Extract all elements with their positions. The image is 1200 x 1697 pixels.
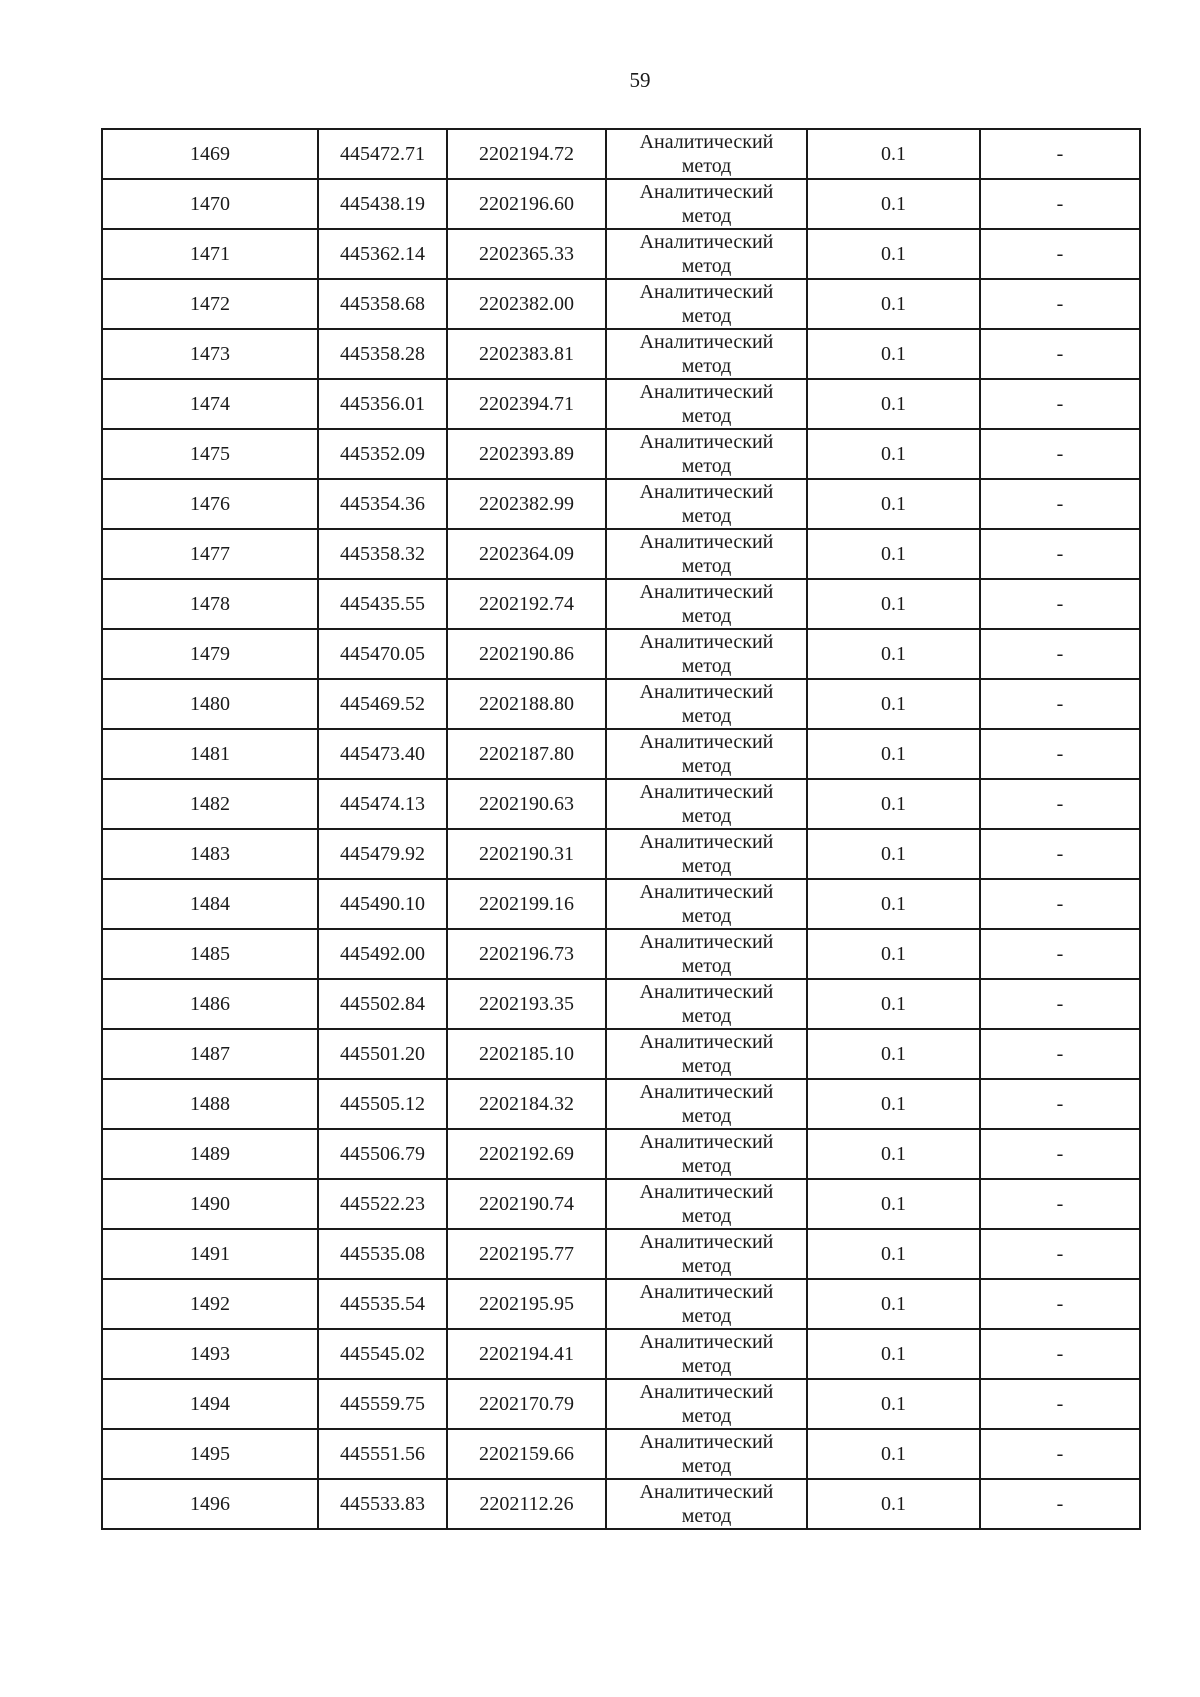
note-cell: - bbox=[980, 679, 1140, 729]
accuracy-cell: 0.1 bbox=[807, 1279, 980, 1329]
note-cell: - bbox=[980, 1479, 1140, 1529]
accuracy-cell: 0.1 bbox=[807, 1379, 980, 1429]
x-coordinate-cell: 445505.12 bbox=[318, 1079, 447, 1129]
table-row bbox=[102, 1129, 1140, 1179]
method-label-line1: Аналитический bbox=[639, 1031, 774, 1053]
point-number-cell: 1484 bbox=[102, 879, 318, 929]
x-coordinate-cell: 445356.01 bbox=[318, 379, 447, 429]
point-number-cell: 1477 bbox=[102, 529, 318, 579]
accuracy-cell: 0.1 bbox=[807, 129, 980, 179]
method-label-line1: Аналитический bbox=[639, 1181, 774, 1203]
point-number-cell: 1491 bbox=[102, 1229, 318, 1279]
method-cell bbox=[606, 829, 807, 879]
accuracy-cell: 0.1 bbox=[807, 279, 980, 329]
y-coordinate-cell: 2202193.35 bbox=[447, 979, 606, 1029]
y-coordinate-cell: 2202194.41 bbox=[447, 1329, 606, 1379]
method-label-line2: метод bbox=[681, 155, 732, 177]
method-label-line2: метод bbox=[681, 1355, 732, 1377]
note-cell: - bbox=[980, 379, 1140, 429]
method-label-line1: Аналитический bbox=[639, 1131, 774, 1153]
y-coordinate-cell: 2202394.71 bbox=[447, 379, 606, 429]
table-row bbox=[102, 729, 1140, 779]
table-row bbox=[102, 1429, 1140, 1479]
method-label-line1: Аналитический bbox=[639, 731, 774, 753]
x-coordinate-cell: 445492.00 bbox=[318, 929, 447, 979]
method-cell bbox=[606, 629, 807, 679]
point-number-cell: 1475 bbox=[102, 429, 318, 479]
y-coordinate-cell: 2202199.16 bbox=[447, 879, 606, 929]
point-number-cell: 1471 bbox=[102, 229, 318, 279]
method-cell bbox=[606, 179, 807, 229]
coordinates-table-body bbox=[102, 129, 1140, 1529]
method-cell bbox=[606, 1029, 807, 1079]
y-coordinate-cell: 2202196.73 bbox=[447, 929, 606, 979]
point-number-cell: 1473 bbox=[102, 329, 318, 379]
method-cell bbox=[606, 729, 807, 779]
method-cell bbox=[606, 429, 807, 479]
accuracy-cell: 0.1 bbox=[807, 179, 980, 229]
method-label-line2: метод bbox=[681, 1255, 732, 1277]
table-row bbox=[102, 129, 1140, 179]
y-coordinate-cell: 2202195.95 bbox=[447, 1279, 606, 1329]
method-cell bbox=[606, 229, 807, 279]
accuracy-cell: 0.1 bbox=[807, 979, 980, 1029]
table-row bbox=[102, 1279, 1140, 1329]
method-label-line1: Аналитический bbox=[639, 631, 774, 653]
method-label-line2: метод bbox=[681, 1455, 732, 1477]
method-label-line2: метод bbox=[681, 855, 732, 877]
method-label-line2: метод bbox=[681, 205, 732, 227]
x-coordinate-cell: 445490.10 bbox=[318, 879, 447, 929]
x-coordinate-cell: 445559.75 bbox=[318, 1379, 447, 1429]
page-number: 59 bbox=[629, 68, 651, 92]
point-number-cell: 1481 bbox=[102, 729, 318, 779]
accuracy-cell: 0.1 bbox=[807, 229, 980, 279]
method-cell bbox=[606, 529, 807, 579]
method-label-line2: метод bbox=[681, 655, 732, 677]
accuracy-cell: 0.1 bbox=[807, 779, 980, 829]
method-label-line1: Аналитический bbox=[639, 181, 774, 203]
y-coordinate-cell: 2202187.80 bbox=[447, 729, 606, 779]
method-cell bbox=[606, 1229, 807, 1279]
point-number-cell: 1483 bbox=[102, 829, 318, 879]
x-coordinate-cell: 445469.52 bbox=[318, 679, 447, 729]
accuracy-cell: 0.1 bbox=[807, 329, 980, 379]
accuracy-cell: 0.1 bbox=[807, 1079, 980, 1129]
method-label-line2: метод bbox=[681, 605, 732, 627]
x-coordinate-cell: 445473.40 bbox=[318, 729, 447, 779]
note-cell: - bbox=[980, 1429, 1140, 1479]
table-row bbox=[102, 179, 1140, 229]
note-cell: - bbox=[980, 1179, 1140, 1229]
method-label-line2: метод bbox=[681, 1005, 732, 1027]
method-cell bbox=[606, 979, 807, 1029]
method-label-line1: Аналитический bbox=[639, 1431, 774, 1453]
method-label-line2: метод bbox=[681, 705, 732, 727]
x-coordinate-cell: 445358.28 bbox=[318, 329, 447, 379]
point-number-cell: 1492 bbox=[102, 1279, 318, 1329]
accuracy-cell: 0.1 bbox=[807, 379, 980, 429]
accuracy-cell: 0.1 bbox=[807, 879, 980, 929]
method-cell bbox=[606, 779, 807, 829]
method-label-line2: метод bbox=[681, 955, 732, 977]
method-label-line1: Аналитический bbox=[639, 681, 774, 703]
note-cell: - bbox=[980, 1279, 1140, 1329]
x-coordinate-cell: 445522.23 bbox=[318, 1179, 447, 1229]
y-coordinate-cell: 2202184.32 bbox=[447, 1079, 606, 1129]
accuracy-cell: 0.1 bbox=[807, 1129, 980, 1179]
x-coordinate-cell: 445506.79 bbox=[318, 1129, 447, 1179]
y-coordinate-cell: 2202382.99 bbox=[447, 479, 606, 529]
method-label-line1: Аналитический bbox=[639, 231, 774, 253]
method-label-line2: метод bbox=[681, 1055, 732, 1077]
x-coordinate-cell: 445358.32 bbox=[318, 529, 447, 579]
x-coordinate-cell: 445354.36 bbox=[318, 479, 447, 529]
method-cell bbox=[606, 1079, 807, 1129]
point-number-cell: 1472 bbox=[102, 279, 318, 329]
method-label-line1: Аналитический bbox=[639, 1381, 774, 1403]
method-label-line2: метод bbox=[681, 505, 732, 527]
x-coordinate-cell: 445533.83 bbox=[318, 1479, 447, 1529]
accuracy-cell: 0.1 bbox=[807, 1329, 980, 1379]
method-cell bbox=[606, 479, 807, 529]
table-row bbox=[102, 929, 1140, 979]
point-number-cell: 1485 bbox=[102, 929, 318, 979]
point-number-cell: 1487 bbox=[102, 1029, 318, 1079]
table-row bbox=[102, 629, 1140, 679]
accuracy-cell: 0.1 bbox=[807, 1479, 980, 1529]
y-coordinate-cell: 2202170.79 bbox=[447, 1379, 606, 1429]
method-label-line1: Аналитический bbox=[639, 281, 774, 303]
table-row bbox=[102, 1379, 1140, 1429]
y-coordinate-cell: 2202192.69 bbox=[447, 1129, 606, 1179]
y-coordinate-cell: 2202159.66 bbox=[447, 1429, 606, 1479]
accuracy-cell: 0.1 bbox=[807, 579, 980, 629]
method-label-line2: метод bbox=[681, 305, 732, 327]
y-coordinate-cell: 2202190.86 bbox=[447, 629, 606, 679]
table-row bbox=[102, 1229, 1140, 1279]
y-coordinate-cell: 2202190.63 bbox=[447, 779, 606, 829]
accuracy-cell: 0.1 bbox=[807, 1229, 980, 1279]
point-number-cell: 1486 bbox=[102, 979, 318, 1029]
y-coordinate-cell: 2202194.72 bbox=[447, 129, 606, 179]
table-row bbox=[102, 479, 1140, 529]
y-coordinate-cell: 2202196.60 bbox=[447, 179, 606, 229]
method-cell bbox=[606, 1279, 807, 1329]
y-coordinate-cell: 2202195.77 bbox=[447, 1229, 606, 1279]
y-coordinate-cell: 2202382.00 bbox=[447, 279, 606, 329]
method-label-line2: метод bbox=[681, 255, 732, 277]
method-label-line1: Аналитический bbox=[639, 1481, 774, 1503]
accuracy-cell: 0.1 bbox=[807, 1429, 980, 1479]
method-cell bbox=[606, 279, 807, 329]
note-cell: - bbox=[980, 129, 1140, 179]
method-label-line2: метод bbox=[681, 1505, 732, 1527]
point-number-cell: 1478 bbox=[102, 579, 318, 629]
method-cell bbox=[606, 1429, 807, 1479]
y-coordinate-cell: 2202192.74 bbox=[447, 579, 606, 629]
table-row bbox=[102, 1179, 1140, 1229]
note-cell: - bbox=[980, 1329, 1140, 1379]
x-coordinate-cell: 445535.08 bbox=[318, 1229, 447, 1279]
note-cell: - bbox=[980, 729, 1140, 779]
y-coordinate-cell: 2202190.31 bbox=[447, 829, 606, 879]
point-number-cell: 1490 bbox=[102, 1179, 318, 1229]
y-coordinate-cell: 2202393.89 bbox=[447, 429, 606, 479]
note-cell: - bbox=[980, 579, 1140, 629]
note-cell: - bbox=[980, 929, 1140, 979]
table-row bbox=[102, 379, 1140, 429]
method-label-line2: метод bbox=[681, 1205, 732, 1227]
method-label-line1: Аналитический bbox=[639, 331, 774, 353]
y-coordinate-cell: 2202365.33 bbox=[447, 229, 606, 279]
y-coordinate-cell: 2202188.80 bbox=[447, 679, 606, 729]
x-coordinate-cell: 445358.68 bbox=[318, 279, 447, 329]
x-coordinate-cell: 445435.55 bbox=[318, 579, 447, 629]
x-coordinate-cell: 445472.71 bbox=[318, 129, 447, 179]
method-label-line2: метод bbox=[681, 1405, 732, 1427]
method-label-line2: метод bbox=[681, 555, 732, 577]
table-row bbox=[102, 529, 1140, 579]
table-row bbox=[102, 579, 1140, 629]
method-label-line2: метод bbox=[681, 1155, 732, 1177]
table-row bbox=[102, 829, 1140, 879]
note-cell: - bbox=[980, 279, 1140, 329]
method-cell bbox=[606, 379, 807, 429]
method-label-line2: метод bbox=[681, 455, 732, 477]
note-cell: - bbox=[980, 179, 1140, 229]
method-label-line1: Аналитический bbox=[639, 581, 774, 603]
y-coordinate-cell: 2202383.81 bbox=[447, 329, 606, 379]
y-coordinate-cell: 2202190.74 bbox=[447, 1179, 606, 1229]
point-number-cell: 1495 bbox=[102, 1429, 318, 1479]
method-cell bbox=[606, 329, 807, 379]
method-label-line1: Аналитический bbox=[639, 781, 774, 803]
accuracy-cell: 0.1 bbox=[807, 729, 980, 779]
accuracy-cell: 0.1 bbox=[807, 429, 980, 479]
point-number-cell: 1489 bbox=[102, 1129, 318, 1179]
method-cell bbox=[606, 679, 807, 729]
method-cell bbox=[606, 1129, 807, 1179]
point-number-cell: 1494 bbox=[102, 1379, 318, 1429]
x-coordinate-cell: 445470.05 bbox=[318, 629, 447, 679]
point-number-cell: 1480 bbox=[102, 679, 318, 729]
method-label-line1: Аналитический bbox=[639, 981, 774, 1003]
note-cell: - bbox=[980, 1129, 1140, 1179]
x-coordinate-cell: 445535.54 bbox=[318, 1279, 447, 1329]
method-label-line2: метод bbox=[681, 405, 732, 427]
table-row bbox=[102, 979, 1140, 1029]
x-coordinate-cell: 445474.13 bbox=[318, 779, 447, 829]
note-cell: - bbox=[980, 429, 1140, 479]
note-cell: - bbox=[980, 529, 1140, 579]
point-number-cell: 1474 bbox=[102, 379, 318, 429]
method-label-line1: Аналитический bbox=[639, 531, 774, 553]
accuracy-cell: 0.1 bbox=[807, 929, 980, 979]
point-number-cell: 1470 bbox=[102, 179, 318, 229]
accuracy-cell: 0.1 bbox=[807, 679, 980, 729]
table-row bbox=[102, 229, 1140, 279]
note-cell: - bbox=[980, 329, 1140, 379]
point-number-cell: 1479 bbox=[102, 629, 318, 679]
note-cell: - bbox=[980, 1229, 1140, 1279]
table-row bbox=[102, 279, 1140, 329]
method-label-line2: метод bbox=[681, 1305, 732, 1327]
x-coordinate-cell: 445438.19 bbox=[318, 179, 447, 229]
accuracy-cell: 0.1 bbox=[807, 1179, 980, 1229]
method-label-line1: Аналитический bbox=[639, 1331, 774, 1353]
method-label-line1: Аналитический bbox=[639, 1231, 774, 1253]
method-cell bbox=[606, 129, 807, 179]
point-number-cell: 1496 bbox=[102, 1479, 318, 1529]
method-label-line2: метод bbox=[681, 905, 732, 927]
note-cell: - bbox=[980, 829, 1140, 879]
point-number-cell: 1469 bbox=[102, 129, 318, 179]
note-cell: - bbox=[980, 1029, 1140, 1079]
method-label-line2: метод bbox=[681, 355, 732, 377]
accuracy-cell: 0.1 bbox=[807, 479, 980, 529]
x-coordinate-cell: 445352.09 bbox=[318, 429, 447, 479]
method-label-line1: Аналитический bbox=[639, 831, 774, 853]
note-cell: - bbox=[980, 879, 1140, 929]
x-coordinate-cell: 445545.02 bbox=[318, 1329, 447, 1379]
method-cell bbox=[606, 1179, 807, 1229]
x-coordinate-cell: 445479.92 bbox=[318, 829, 447, 879]
x-coordinate-cell: 445362.14 bbox=[318, 229, 447, 279]
table-row bbox=[102, 779, 1140, 829]
y-coordinate-cell: 2202364.09 bbox=[447, 529, 606, 579]
point-number-cell: 1493 bbox=[102, 1329, 318, 1379]
method-label-line1: Аналитический bbox=[639, 931, 774, 953]
point-number-cell: 1488 bbox=[102, 1079, 318, 1129]
note-cell: - bbox=[980, 629, 1140, 679]
note-cell: - bbox=[980, 229, 1140, 279]
table-row bbox=[102, 879, 1140, 929]
table-row bbox=[102, 679, 1140, 729]
table-row bbox=[102, 1029, 1140, 1079]
note-cell: - bbox=[980, 1079, 1140, 1129]
x-coordinate-cell: 445502.84 bbox=[318, 979, 447, 1029]
point-number-cell: 1476 bbox=[102, 479, 318, 529]
method-label-line1: Аналитический bbox=[639, 1281, 774, 1303]
method-label-line2: метод bbox=[681, 1105, 732, 1127]
table-row bbox=[102, 1479, 1140, 1529]
accuracy-cell: 0.1 bbox=[807, 629, 980, 679]
method-cell bbox=[606, 579, 807, 629]
method-label-line1: Аналитический bbox=[639, 381, 774, 403]
y-coordinate-cell: 2202112.26 bbox=[447, 1479, 606, 1529]
table-row bbox=[102, 1329, 1140, 1379]
point-number-cell: 1482 bbox=[102, 779, 318, 829]
note-cell: - bbox=[980, 979, 1140, 1029]
method-cell bbox=[606, 1329, 807, 1379]
x-coordinate-cell: 445551.56 bbox=[318, 1429, 447, 1479]
accuracy-cell: 0.1 bbox=[807, 1029, 980, 1079]
method-cell bbox=[606, 929, 807, 979]
y-coordinate-cell: 2202185.10 bbox=[447, 1029, 606, 1079]
method-label-line1: Аналитический bbox=[639, 881, 774, 903]
table-row bbox=[102, 1079, 1140, 1129]
method-cell bbox=[606, 1479, 807, 1529]
method-label-line1: Аналитический bbox=[639, 1081, 774, 1103]
method-label-line2: метод bbox=[681, 755, 732, 777]
note-cell: - bbox=[980, 779, 1140, 829]
accuracy-cell: 0.1 bbox=[807, 829, 980, 879]
table-row bbox=[102, 429, 1140, 479]
method-label-line1: Аналитический bbox=[639, 131, 774, 153]
x-coordinate-cell: 445501.20 bbox=[318, 1029, 447, 1079]
note-cell: - bbox=[980, 1379, 1140, 1429]
table-row bbox=[102, 329, 1140, 379]
accuracy-cell: 0.1 bbox=[807, 529, 980, 579]
method-cell bbox=[606, 879, 807, 929]
note-cell: - bbox=[980, 479, 1140, 529]
method-label-line2: метод bbox=[681, 805, 732, 827]
method-label-line1: Аналитический bbox=[639, 431, 774, 453]
coordinates-table bbox=[101, 128, 1141, 1530]
method-cell bbox=[606, 1379, 807, 1429]
method-label-line1: Аналитический bbox=[639, 481, 774, 503]
